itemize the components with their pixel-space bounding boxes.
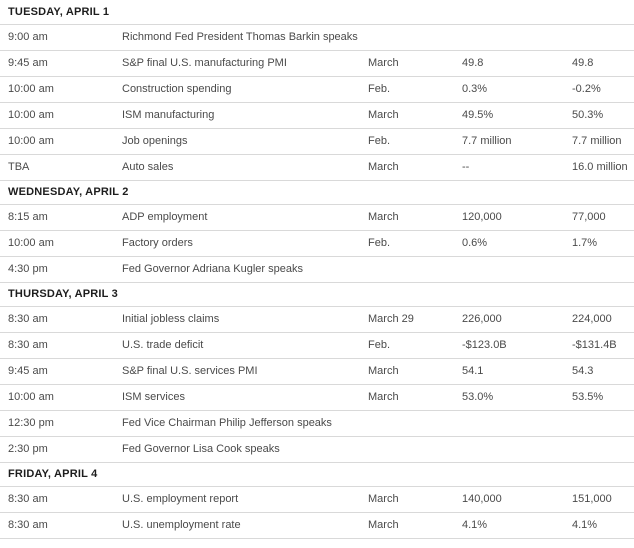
event-row [0, 256, 634, 282]
cell-forecast: -$123.0B [454, 332, 564, 358]
cell-time: 8:30 am [0, 486, 114, 512]
cell-period: Feb. [360, 128, 454, 154]
cell-period [360, 256, 454, 282]
cell-period: March [360, 384, 454, 410]
event-row [0, 50, 634, 76]
cell-forecast [454, 410, 564, 436]
cell-period: March 29 [360, 306, 454, 332]
cell-previous: 50.3% [564, 102, 634, 128]
cell-forecast [454, 256, 564, 282]
cell-previous: -0.2% [564, 76, 634, 102]
cell-report: Richmond Fed President Thomas Barkin speaks [114, 24, 360, 50]
cell-previous [564, 24, 634, 50]
event-row [0, 512, 634, 538]
cell-forecast: -- [454, 154, 564, 180]
cell-period: March [360, 102, 454, 128]
cell-report: U.S. trade deficit [114, 332, 360, 358]
section-header-row [0, 462, 634, 486]
cell-time: 10:00 am [0, 76, 114, 102]
cell-time: 12:30 pm [0, 410, 114, 436]
cell-forecast: 54.1 [454, 358, 564, 384]
cell-period: March [360, 358, 454, 384]
cell-time: 9:00 am [0, 24, 114, 50]
event-row [0, 436, 634, 462]
cell-time: 8:30 am [0, 306, 114, 332]
cell-previous: 4.1% [564, 512, 634, 538]
cell-report: ISM services [114, 384, 360, 410]
cell-forecast: 120,000 [454, 204, 564, 230]
cell-forecast: 140,000 [454, 486, 564, 512]
cell-previous: 54.3 [564, 358, 634, 384]
section-header-label: FRIDAY, APRIL 4 [0, 462, 634, 486]
event-row [0, 358, 634, 384]
cell-forecast: 4.1% [454, 512, 564, 538]
cell-report: Job openings [114, 128, 360, 154]
cell-report: Initial jobless claims [114, 306, 360, 332]
section-header-row [0, 180, 634, 204]
cell-report: Fed Vice Chairman Philip Jefferson speaks [114, 410, 360, 436]
cell-period: March [360, 204, 454, 230]
cell-forecast: 0.6% [454, 230, 564, 256]
cell-previous: 151,000 [564, 486, 634, 512]
cell-forecast: 49.8 [454, 50, 564, 76]
cell-time: 10:00 am [0, 384, 114, 410]
cell-previous: 49.8 [564, 50, 634, 76]
cell-report: Fed Governor Adriana Kugler speaks [114, 256, 360, 282]
section-header-row [0, 282, 634, 306]
cell-report: Construction spending [114, 76, 360, 102]
cell-time: 2:30 pm [0, 436, 114, 462]
cell-period: Feb. [360, 230, 454, 256]
cell-time: 10:00 am [0, 128, 114, 154]
event-row [0, 128, 634, 154]
cell-period: March [360, 512, 454, 538]
cell-period: March [360, 154, 454, 180]
cell-forecast: 49.5% [454, 102, 564, 128]
cell-forecast [454, 24, 564, 50]
cell-period [360, 436, 454, 462]
cell-previous [564, 410, 634, 436]
event-row [0, 24, 634, 50]
event-row [0, 486, 634, 512]
event-row [0, 410, 634, 436]
cell-forecast: 53.0% [454, 384, 564, 410]
section-header-label: THURSDAY, APRIL 3 [0, 282, 634, 306]
event-row [0, 332, 634, 358]
cell-period: Feb. [360, 332, 454, 358]
cell-report: ISM manufacturing [114, 102, 360, 128]
cell-time: 9:45 am [0, 50, 114, 76]
section-header-row [0, 0, 634, 24]
cell-previous: 1.7% [564, 230, 634, 256]
cell-report: U.S. employment report [114, 486, 360, 512]
cell-previous: 16.0 million [564, 154, 634, 180]
cell-period: Feb. [360, 76, 454, 102]
event-row [0, 384, 634, 410]
cell-time: 8:30 am [0, 332, 114, 358]
cell-forecast: 0.3% [454, 76, 564, 102]
cell-report: Factory orders [114, 230, 360, 256]
event-row [0, 154, 634, 180]
cell-time: 10:00 am [0, 230, 114, 256]
cell-report: ADP employment [114, 204, 360, 230]
cell-time: 8:30 am [0, 512, 114, 538]
cell-period [360, 24, 454, 50]
cell-period: March [360, 50, 454, 76]
section-header-label: TUESDAY, APRIL 1 [0, 0, 634, 24]
event-row [0, 102, 634, 128]
cell-time: 4:30 pm [0, 256, 114, 282]
cell-previous: 7.7 million [564, 128, 634, 154]
cell-forecast: 226,000 [454, 306, 564, 332]
cell-report: U.S. unemployment rate [114, 512, 360, 538]
cell-report: Fed Governor Lisa Cook speaks [114, 436, 360, 462]
cell-report: S&P final U.S. manufacturing PMI [114, 50, 360, 76]
cell-time: 8:15 am [0, 204, 114, 230]
cell-previous [564, 256, 634, 282]
cell-time: 10:00 am [0, 102, 114, 128]
cell-previous [564, 436, 634, 462]
section-header-label: WEDNESDAY, APRIL 2 [0, 180, 634, 204]
cell-time: 9:45 am [0, 358, 114, 384]
cell-previous: 224,000 [564, 306, 634, 332]
event-row [0, 230, 634, 256]
cell-previous: -$131.4B [564, 332, 634, 358]
cell-previous: 77,000 [564, 204, 634, 230]
cell-period: March [360, 486, 454, 512]
event-row [0, 204, 634, 230]
cell-previous: 53.5% [564, 384, 634, 410]
cell-forecast [454, 436, 564, 462]
cell-report: S&P final U.S. services PMI [114, 358, 360, 384]
cell-report: Auto sales [114, 154, 360, 180]
cell-forecast: 7.7 million [454, 128, 564, 154]
event-row [0, 76, 634, 102]
event-row [0, 306, 634, 332]
cell-period [360, 410, 454, 436]
cell-time: TBA [0, 154, 114, 180]
